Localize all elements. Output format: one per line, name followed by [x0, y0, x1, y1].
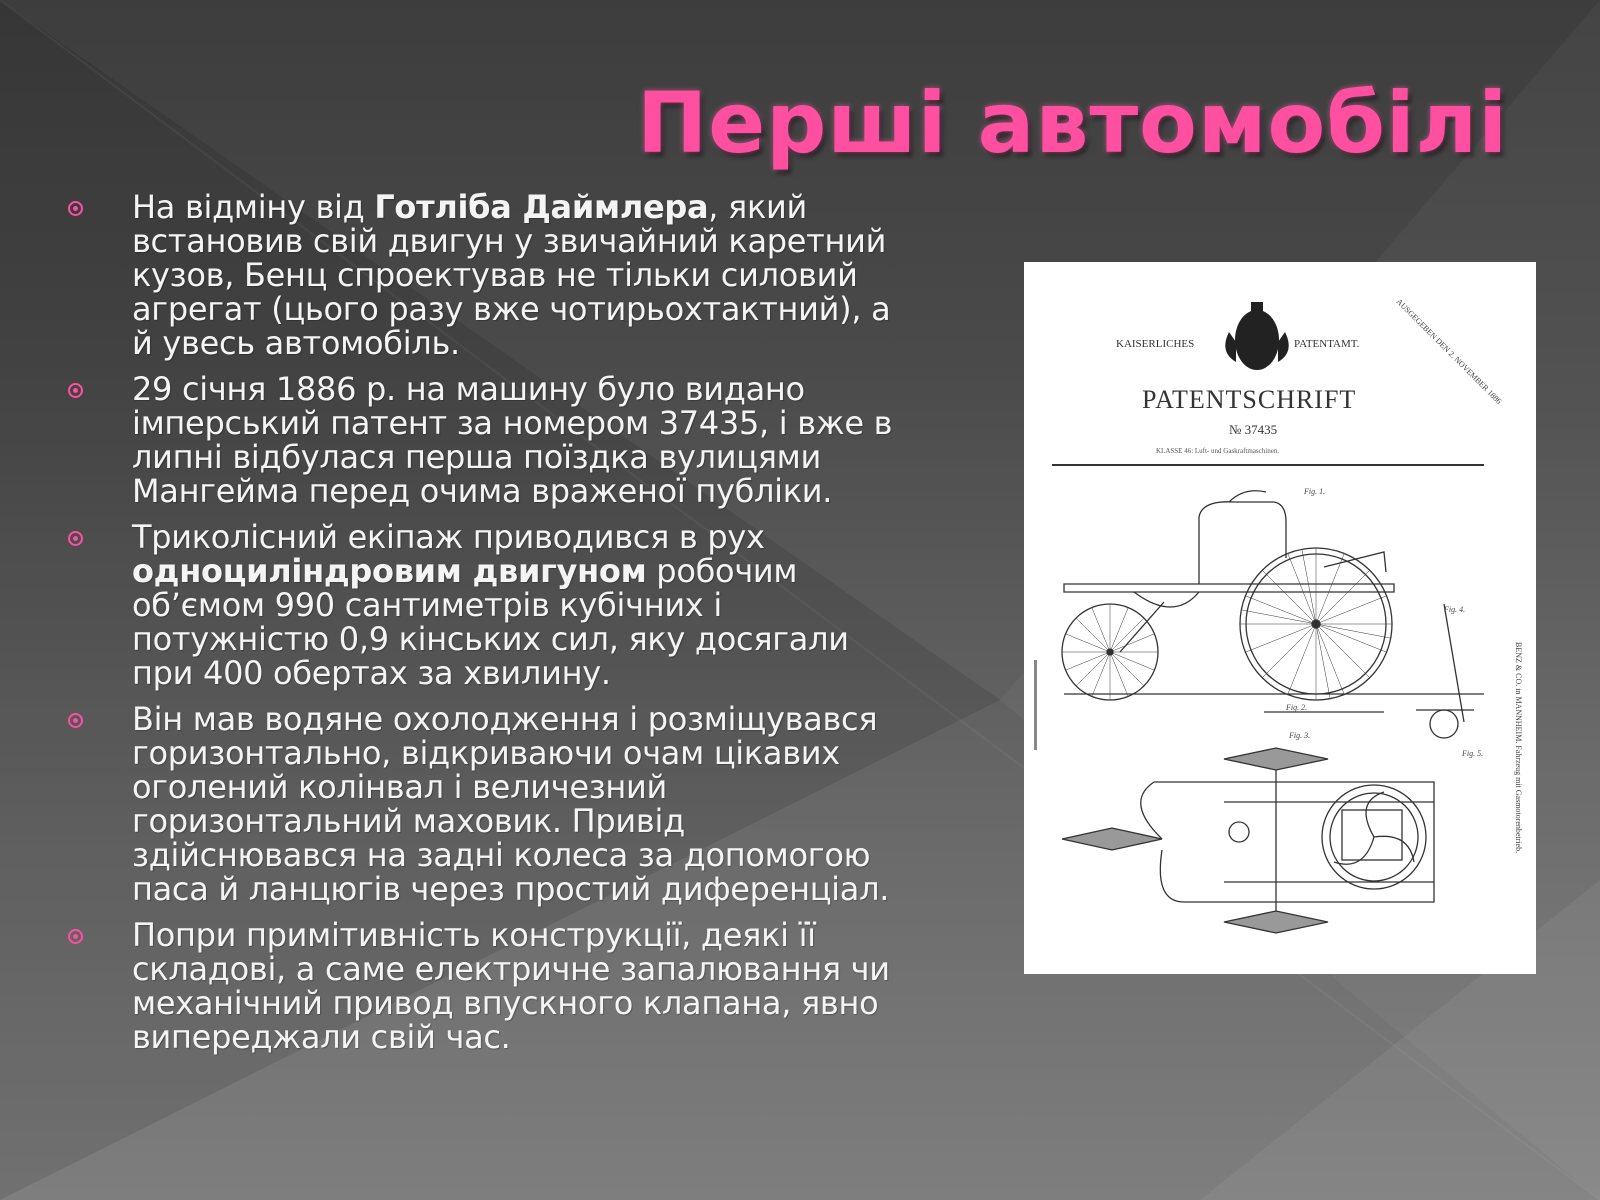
bullet-text: На відміну від Готліба Даймлера, який встановив свій двигун у звичайний каретний кузов, Бенц спроектував не тільки силовий агрегат (цього разу вже чотирьохтактний), а й увесь автомобіль.	[132, 188, 891, 362]
patent-class-line: KLASSE 46: Luft- und Gaskraftmaschinen.	[1156, 447, 1280, 455]
bullet-text: Він мав водяне охолодження і розміщувався горизонтально, відкриваючи очам цікавих оголений колінвал і величезний горизонтальний маховик. Привід здійснювався на задні колеса за допомогою паса й ланцюгів через простий диференціал.	[132, 700, 890, 908]
patent-left-label: KAISERLICHES	[1116, 338, 1195, 350]
bullet-item	[64, 520, 914, 690]
car-plan-view-drawing	[1062, 748, 1434, 933]
patent-heading: PATENTSCHRIFT	[1142, 385, 1357, 414]
patent-right-label: PATENTAMT.	[1294, 338, 1360, 350]
bullet-text: 29 січня 1886 р. на машину було видано імперський патент за номером 37435, і вже в липні відбулася перша поїздка вулицями Мангейма перед очима враженої публіки.	[132, 370, 893, 510]
patent-stamp: AUSGEGEBEN DEN 2. NOVEMBER 1886	[1394, 297, 1504, 406]
svg-text:Fig. 2.: Fig. 2.	[1286, 703, 1308, 712]
bullet-item	[64, 918, 914, 1054]
bullet-marker-icon	[64, 190, 132, 222]
bullet-marker-icon	[64, 918, 132, 950]
bullet-text: Триколісний екіпаж приводився в рух одноциліндровим двигуном робочим об’ємом 990 сантиметрів кубічних і потужністю 0,9 кінських сил, яку досягали при 400 обертах за хвилину.	[132, 518, 849, 692]
patent-image	[1024, 262, 1536, 974]
bullet-item	[64, 372, 914, 508]
eagle-emblem-icon	[1225, 302, 1288, 370]
bullet-marker-icon	[64, 702, 132, 734]
patent-side-text: BENZ & CO. in MANNHEIM. Fahrzeug mit Gasmotorenbetrieb.	[1514, 642, 1523, 854]
patent-number: № 37435	[1229, 422, 1278, 437]
svg-text:Fig. 5.: Fig. 5.	[1462, 749, 1484, 758]
bullet-marker-icon	[64, 520, 132, 552]
svg-text:Fig. 4.: Fig. 4.	[1444, 605, 1466, 614]
bullet-item	[64, 702, 914, 906]
margin-print-mark	[1034, 660, 1037, 750]
slide-title: Перші автомобілі	[636, 74, 1508, 172]
svg-text:Fig. 3.: Fig. 3.	[1289, 731, 1311, 740]
svg-text:Fig. 1.: Fig. 1.	[1304, 487, 1326, 496]
bullet-item	[64, 190, 914, 360]
car-side-view-drawing	[1062, 491, 1484, 738]
bullet-text: Попри примітивність конструкції, деякі її складові, а саме електричне запалювання чи механічний привод впускного клапана, явно випереджали свій час.	[132, 916, 890, 1056]
bullet-marker-icon	[64, 372, 132, 404]
bullet-list	[64, 190, 914, 1066]
